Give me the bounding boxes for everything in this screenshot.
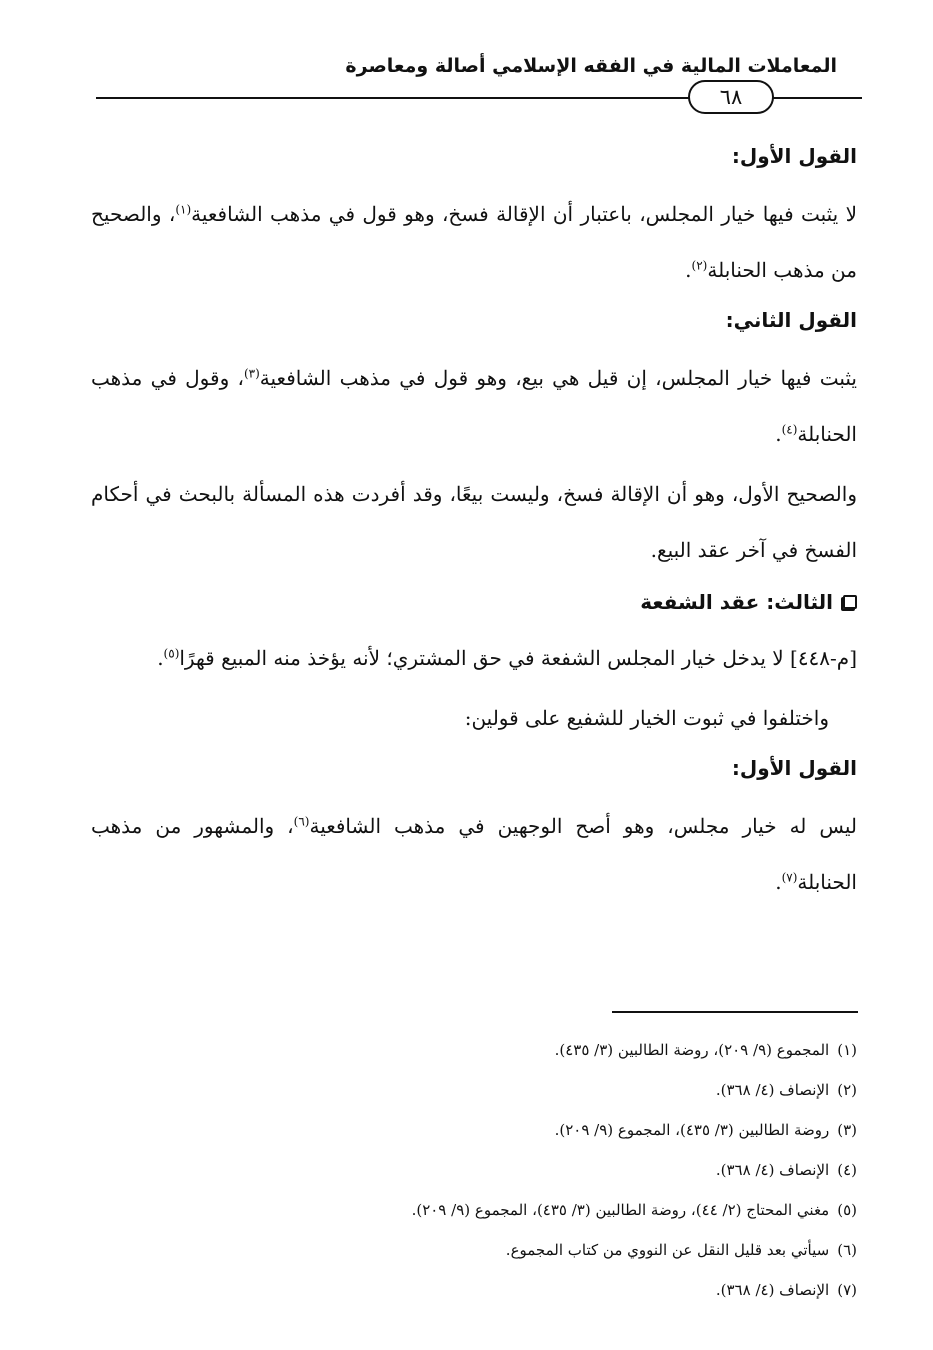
paragraph-text: ، والصحيح من مذهب الحنابلة	[91, 202, 857, 282]
footnote-ref-3: (٣)	[243, 366, 260, 381]
shufa-paragraph	[91, 630, 857, 686]
footnote-text: مغني المحتاج (٢/ ٤٤)، روضة الطالبين (٣/ ٤٣٥)، المجموع (٩/ ٢٠٩).	[411, 1201, 830, 1219]
footnote-2	[91, 1070, 857, 1110]
footnote-number: (٣)	[837, 1121, 857, 1139]
paragraph-text: ليس له خيار مجلس، وهو أصح الوجهين في مذهب الشافعية	[309, 814, 857, 838]
footnote-rule	[612, 1011, 858, 1013]
footnote-3	[91, 1110, 857, 1150]
paragraph-text: لا يثبت فيها خيار المجلس، باعتبار أن الإقالة فسخ، وهو قول في مذهب الشافعية	[191, 202, 857, 226]
first-opinion-heading: القول الأول:	[731, 144, 857, 168]
second-opinion-heading: القول الثاني:	[725, 308, 857, 332]
footnote-text: المجموع (٩/ ٢٠٩)، روضة الطالبين (٣/ ٤٣٥).	[554, 1041, 830, 1059]
footnote-number: (٦)	[837, 1241, 857, 1259]
footnote-ref-4: (٤)	[781, 422, 798, 437]
paragraph-text: يثبت فيها خيار المجلس، إن قيل هي بيع، وهو قول في مذهب الشافعية	[259, 366, 857, 390]
first-opinion-paragraph	[91, 186, 857, 298]
section-heading-shufa	[91, 582, 857, 622]
body-text	[91, 138, 857, 914]
footnote-number: (٤)	[837, 1161, 857, 1179]
second-opinion-paragraph	[91, 350, 857, 462]
shufa-first-opinion-paragraph	[91, 798, 857, 910]
footnote-text: الإنصاف (٤/ ٣٦٨).	[715, 1281, 830, 1299]
footnote-text: الإنصاف (٤/ ٣٦٨).	[715, 1161, 830, 1179]
shufa-first-opinion-heading: القول الأول:	[731, 756, 857, 780]
footnote-number: (٢)	[837, 1081, 857, 1099]
footnote-ref-1: (١)	[175, 202, 192, 217]
paragraph-text: [م-٤٤٨] لا يدخل خيار المجلس الشفعة في حق المشتري؛ لأنه يؤخذ منه المبيع قهرًا	[179, 646, 857, 670]
footnote-text: الإنصاف (٤/ ٣٦٨).	[715, 1081, 830, 1099]
footnote-7	[91, 1270, 857, 1310]
footnote-ref-5: (٥)	[163, 646, 180, 661]
footnote-ref-2: (٢)	[691, 258, 708, 273]
paragraph-text: .	[157, 646, 164, 670]
footnote-ref-6: (٦)	[293, 814, 310, 829]
footnotes	[91, 1030, 857, 1310]
footnote-number: (٧)	[837, 1281, 857, 1299]
footnote-5	[91, 1190, 857, 1230]
section-title: الثالث: عقد الشفعة	[640, 590, 833, 614]
footnote-ref-7: (٧)	[781, 870, 798, 885]
square-bullet-icon	[843, 595, 857, 609]
paragraph-text: .	[775, 422, 782, 446]
footnote-number: (١)	[837, 1041, 857, 1059]
footnote-text: سيأتي بعد قليل النقل عن النووي من كتاب المجموع.	[505, 1241, 830, 1259]
paragraph-text: .	[775, 870, 782, 894]
footnote-4	[91, 1150, 857, 1190]
footnote-number: (٥)	[837, 1201, 857, 1219]
footnote-6	[91, 1230, 857, 1270]
conclusion-paragraph: والصحيح الأول، وهو أن الإقالة فسخ، وليست بيعًا، وقد أفردت هذه المسألة بالبحث في أحكام الفسخ في آخر عقد البيع.	[91, 482, 857, 562]
footnote-1	[91, 1030, 857, 1070]
paragraph-text: ، وقول في مذهب الحنابلة	[91, 366, 857, 446]
paragraph-text: ، والمشهور من مذهب الحنابلة	[91, 814, 857, 894]
page-number: ٦٨	[688, 80, 774, 114]
disagreement-paragraph: واختلفوا في ثبوت الخيار للشفيع على قولين:	[464, 706, 829, 730]
running-header: المعاملات المالية في الفقه الإسلامي أصالة ومعاصرة	[345, 55, 837, 77]
footnote-text: روضة الطالبين (٣/ ٤٣٥)، المجموع (٩/ ٢٠٩).	[554, 1121, 830, 1139]
paragraph-text: .	[685, 258, 692, 282]
